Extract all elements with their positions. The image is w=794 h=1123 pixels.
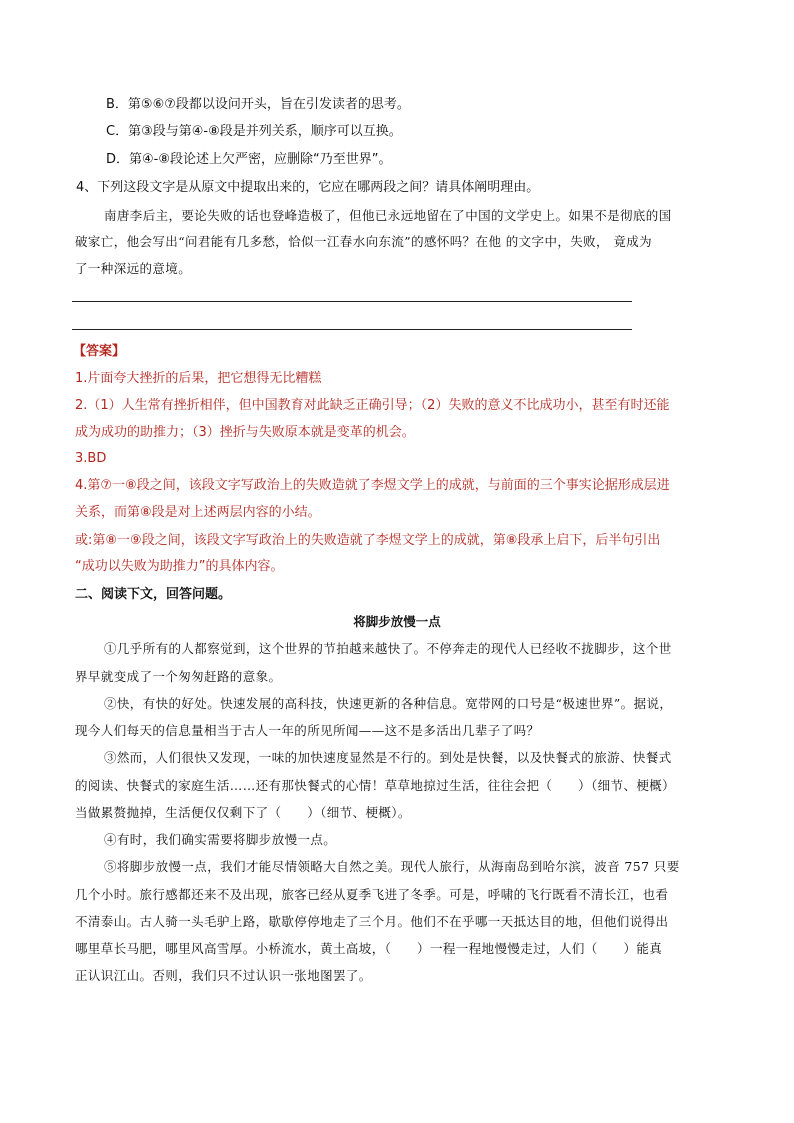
article-paragraph-line: 正认识江山。否则，我们只不过认识一张地图罢了。: [75, 968, 372, 983]
section-heading: 二、阅读下文，回答问题。: [75, 587, 232, 602]
answer-line: 1.片面夸大挫折的后果，把它想得无比糟糕: [75, 371, 322, 386]
article-paragraph-line: 哪里草长马肥，哪里风高雪厚。小桥流水，黄土高坡，（ ）一程一程地慢慢走过，人们（ ）能真: [75, 941, 663, 956]
article-paragraph-line: 界早就变成了一个匆匆赶路的意象。: [75, 669, 282, 684]
answer-line: 2.（1）人生常有挫折相伴，但中国教育对此缺乏正确引导；（2）失败的意义不比成功小，甚至有时还能: [75, 398, 670, 413]
article-paragraph-line: ②快，有快的好处。快速发展的高科技，快速更新的各种信息。宽带网的口号是“极速世界”。据说，: [104, 696, 673, 711]
option-d: D．第④-⑧段论述上欠严密，应删除“乃至世界”。: [106, 152, 392, 167]
article-paragraph-line: 的阅读、快餐式的家庭生活……还有那快餐式的心情！草草地掠过生活，往往会把（ ）（细节、梗概）: [75, 778, 676, 793]
option-c: C．第③段与第④-⑧段是并列关系，顺序可以互换。: [106, 124, 402, 139]
answer-blank-line: [72, 329, 632, 330]
answer-heading: 【答案】: [73, 344, 126, 359]
answer-line: 或:第⑧一⑨段之间，该段文字写政治上的失败造就了李煜文学上的成就，第⑧段承上启下，后半句引出: [75, 533, 661, 548]
question-4-prompt: 4、下列这段文字是从原文中提取出来的，它应在哪两段之间？请具体阐明理由。: [76, 180, 540, 195]
article-paragraph-line: 当做累赘抛掉，生活便仅仅剩下了（ ）（细节、梗概）。: [75, 805, 411, 820]
article-paragraph-line: ④有时，我们确实需要将脚步放慢一点。: [104, 832, 337, 847]
answer-line: 3.BD: [75, 451, 107, 466]
answer-line: 关系，而第⑧段是对上述两层内容的小结。: [75, 505, 321, 520]
question-4-passage-line: 了一种深远的意境。: [75, 261, 192, 276]
article-paragraph-line: 几个小时。旅行感都还来不及出现，旅客已经从夏季飞进了冬季。可是，呼啸的飞行既看不清长江，也看: [75, 887, 669, 902]
question-4-passage-line: 南唐李后主，要论失败的话也登峰造极了，但他已永远地留在了中国的文学史上。如果不是彻底的国: [104, 208, 672, 223]
article-paragraph-line: ①几乎所有的人都察觉到，这个世界的节拍越来越快了。不停奔走的现代人已经收不拢脚步，这个世: [104, 641, 672, 656]
answer-line: 4.第⑦一⑧段之间，该段文字写政治上的失败造就了李煜文学上的成就，与前面的三个事实论据形成层进: [75, 478, 670, 493]
answer-line: 成为成功的助推力；（3）挫折与失败原本就是变革的机会。: [75, 425, 415, 440]
article-paragraph-line: 不清泰山。古人骑一头毛驴上路，歇歇停停地走了三个月。他们不在乎哪一天抵达目的地，但他们说得出: [75, 914, 669, 929]
article-paragraph-line: 现今人们每天的信息量相当于古人一年的所见所闻——这不是多活出几辈子了吗？: [75, 723, 540, 738]
article-paragraph-line: ③然而，人们很快又发现，一味的加快速度显然是不行的。到处是快餐，以及快餐式的旅游、快餐式: [104, 750, 672, 765]
article-title: 将脚步放慢一点: [353, 614, 441, 629]
article-paragraph-line: ⑤将脚步放慢一点，我们才能尽情领略大自然之美。现代人旅行，从海南岛到哈尔滨，波音 757 只要: [104, 859, 680, 874]
answer-line: “成功以失败为助推力”的具体内容。: [75, 559, 284, 574]
question-4-passage-line: 破家亡，他会写出“问君能有几多愁，恰似一江春水向东流”的感怀吗？在他 的文字中，失败， 竟成为: [75, 234, 653, 249]
option-b: B．第⑤⑥⑦段都以设问开头，旨在引发读者的思考。: [106, 97, 410, 112]
answer-blank-line: [72, 301, 632, 302]
